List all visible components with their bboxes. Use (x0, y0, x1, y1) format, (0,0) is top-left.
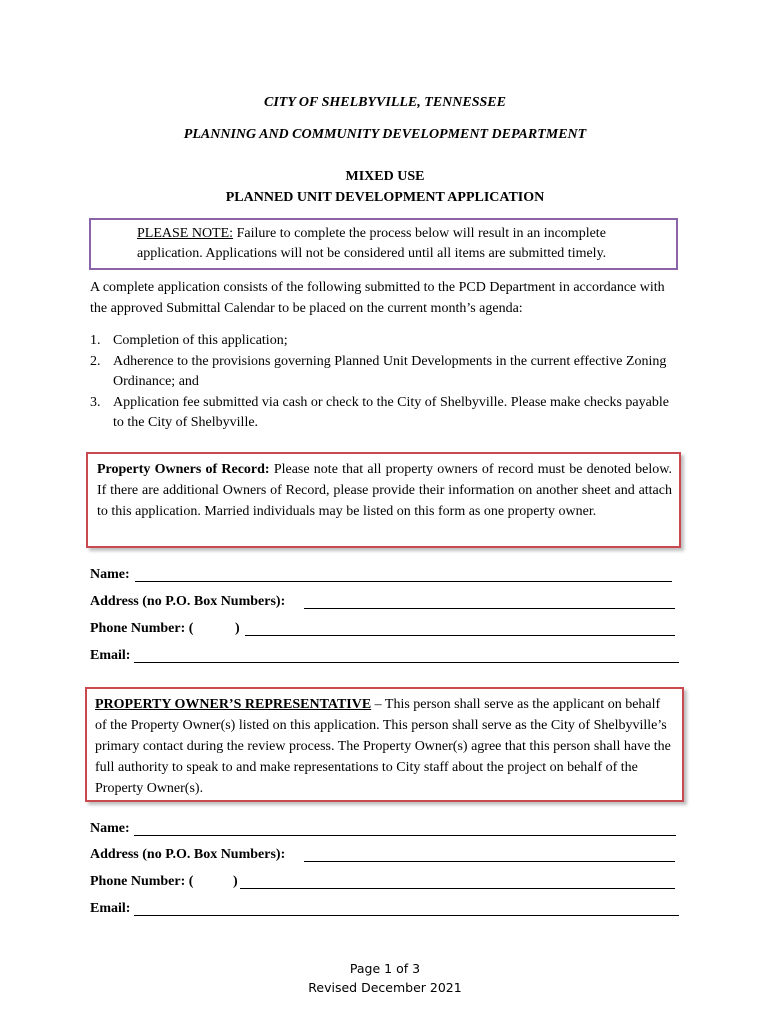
owner-name-label: Name: (90, 567, 130, 582)
list-item: 1. Completion of this application; (90, 333, 288, 348)
form-title-line1: MIXED USE (345, 169, 425, 184)
owner-email-label: Email: (90, 648, 131, 663)
note-body: Failure to complete the process below will result in an incomplete application. Applications will not be considered until all items are submitted timely. (137, 226, 607, 261)
rep-email-input[interactable] (134, 915, 679, 916)
owners-notice-text (97, 459, 672, 522)
note-text (137, 224, 667, 264)
rep-notice-text (95, 694, 675, 799)
note-label: PLEASE NOTE: (137, 226, 234, 241)
owner-phone-input[interactable] (245, 635, 675, 636)
list-item: 3. Application fee submitted via cash or check to the City of Shelbyville. Please make checks payable to the City of Shelbyville. (90, 394, 669, 430)
city-heading: CITY OF SHELBYVILLE, TENNESSEE (264, 95, 506, 110)
rep-phone-close: ) (233, 874, 238, 889)
page-number: Page 1 of 3 (349, 961, 421, 976)
requirements-list (90, 331, 682, 434)
owner-email-input[interactable] (134, 662, 679, 663)
list-item: 2. Adherence to the provisions governing Planned Unit Developments in the current effective Zoning Ordinance; and (90, 353, 667, 389)
owner-phone-label: Phone Number: ( (90, 621, 194, 636)
owner-phone-close: ) (235, 621, 240, 636)
rep-name-label: Name: (90, 821, 130, 836)
owner-address-label: Address (no P.O. Box Numbers): (90, 594, 286, 609)
rep-email-label: Email: (90, 901, 131, 916)
department-heading: PLANNING AND COMMUNITY DEVELOPMENT DEPARTMENT (183, 127, 587, 142)
owners-notice-label: Property Owners of Record: (97, 462, 270, 477)
rep-name-input[interactable] (134, 835, 676, 836)
rep-address-label: Address (no P.O. Box Numbers): (90, 847, 286, 862)
intro-paragraph: A complete application consists of the following submitted to the PCD Department in accordance with the approved Submittal Calendar to be placed on the current month’s agenda: (90, 280, 665, 316)
owner-name-input[interactable] (135, 581, 672, 582)
revision-date: Revised December 2021 (308, 980, 462, 995)
owners-notice-body: Please note that all property owners of record must be denoted below. If there are additional Owners of Record, please provide their information on another sheet and attach to this application. Married individuals may be listed on this form as one property owner. (97, 462, 672, 519)
rep-phone-label: Phone Number: ( (90, 874, 194, 889)
rep-address-input[interactable] (304, 861, 675, 862)
form-title-line2: PLANNED UNIT DEVELOPMENT APPLICATION (225, 190, 545, 205)
rep-notice-body: – This person shall serve as the applicant on behalf of the Property Owner(s) listed on this application. This person shall serve as the City of Shelbyville’s primary contact during the review process. The Property Owner(s) agree that this person shall have the full authority to speak to and make representations to City staff about the project on behalf of the Property Owner(s). (95, 697, 671, 796)
rep-notice-label: PROPERTY OWNER’S REPRESENTATIVE (95, 697, 372, 712)
owner-address-input[interactable] (304, 608, 675, 609)
rep-phone-input[interactable] (240, 888, 675, 889)
